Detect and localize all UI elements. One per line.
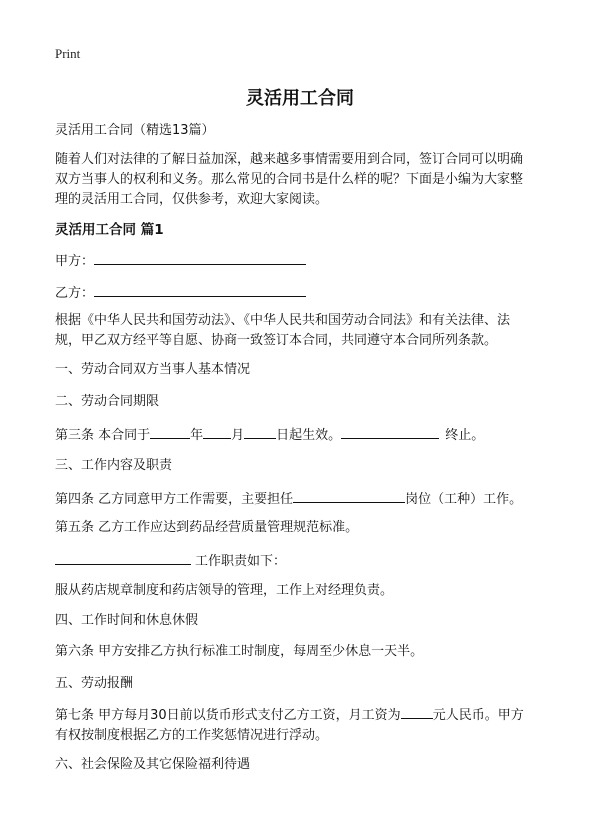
article-3 bbox=[55, 424, 484, 446]
section-heading: 灵活用工合同 篇1 bbox=[55, 222, 164, 238]
intro-line-1: 随着人们对法律的了解日益加深，越来越多事情需要用到合同，签订合同可以明确 bbox=[55, 152, 524, 167]
month-blank bbox=[203, 424, 231, 439]
duty-blank bbox=[55, 550, 191, 565]
party-a-blank bbox=[94, 250, 306, 265]
document-subtitle: 灵活用工合同（精选13篇） bbox=[55, 123, 215, 138]
year-blank bbox=[150, 424, 190, 439]
party-b-blank bbox=[94, 282, 306, 297]
article-7 bbox=[55, 704, 524, 746]
party-a-line bbox=[55, 250, 306, 272]
article-4-prefix: 第四条 乙方同意甲方工作需要，主要担任 bbox=[55, 492, 294, 507]
basis-line-2: 规，甲乙双方经平等自愿、协商一致签订本合同，共同遵守本合同所列条款。 bbox=[55, 333, 498, 348]
heading-5: 五、劳动报酬 bbox=[55, 676, 134, 691]
document-title: 灵活用工合同 bbox=[246, 88, 354, 109]
article-7-line-2: 有权按制度根据乙方的工作奖惩情况进行浮动。 bbox=[55, 728, 329, 743]
article-5: 第五条 乙方工作应达到药品经营质量管理规范标准。 bbox=[55, 520, 359, 535]
salary-blank bbox=[401, 704, 433, 719]
heading-2: 二、劳动合同期限 bbox=[55, 394, 160, 409]
party-b-label: 乙方： bbox=[55, 286, 95, 301]
article-7-suffix: 元人民币。甲方 bbox=[432, 708, 524, 723]
effective-label: 日起生效。 bbox=[276, 428, 342, 443]
end-date-blank bbox=[341, 424, 439, 439]
article-3-prefix: 第三条 本合同于 bbox=[55, 428, 151, 443]
basis-paragraph bbox=[55, 311, 510, 351]
heading-3: 三、工作内容及职责 bbox=[55, 458, 173, 473]
heading-1: 一、劳动合同双方当事人基本情况 bbox=[55, 362, 251, 377]
month-label: 月 bbox=[231, 428, 245, 443]
intro-line-2: 双方当事人的权利和义务。那么常见的合同书是什么样的呢？下面是小编为大家整 bbox=[55, 172, 524, 187]
article-6: 第六条 甲方安排乙方执行标准工时制度，每周至少休息一天半。 bbox=[55, 644, 424, 659]
article-4 bbox=[55, 488, 522, 510]
party-b-line bbox=[55, 282, 306, 304]
day-blank bbox=[244, 424, 276, 439]
article-7-prefix: 第七条 甲方每月30日前以货币形式支付乙方工资，月工资为 bbox=[55, 708, 401, 723]
article-4-suffix: 岗位（工种）工作。 bbox=[405, 492, 523, 507]
intro-line-3: 理的灵活用工合同，仅供参考，欢迎大家阅读。 bbox=[55, 192, 329, 207]
intro-paragraph bbox=[55, 150, 523, 210]
article-7-line-1 bbox=[55, 704, 524, 726]
position-blank bbox=[293, 488, 405, 503]
print-link[interactable]: Print bbox=[55, 46, 81, 61]
party-a-label: 甲方： bbox=[55, 254, 95, 269]
year-label: 年 bbox=[190, 428, 204, 443]
duty-line bbox=[55, 550, 286, 572]
heading-4: 四、工作时间和休息休假 bbox=[55, 613, 199, 628]
basis-line-1: 根据《中华人民共和国劳动法》、《中华人民共和国劳动合同法》和有关法律、法 bbox=[55, 313, 511, 328]
duty-label: 工作职责如下： bbox=[195, 554, 287, 569]
end-label: 终止。 bbox=[445, 428, 485, 443]
heading-6: 六、社会保险及其它保险福利待遇 bbox=[55, 757, 251, 772]
duty-text: 服从药店规章制度和药店领导的管理，工作上对经理负责。 bbox=[55, 583, 394, 598]
